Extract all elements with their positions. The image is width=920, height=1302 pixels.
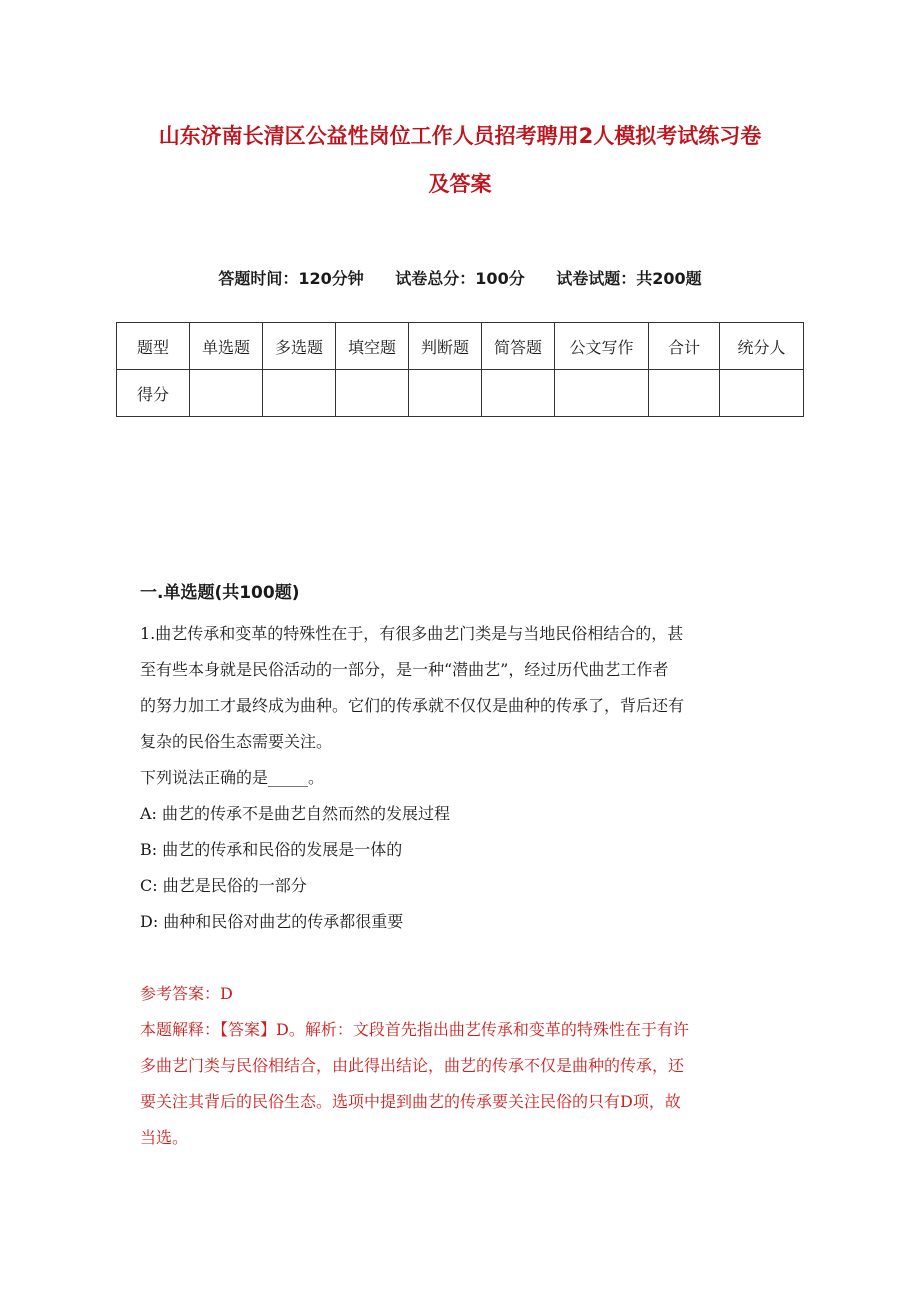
header-single-choice: 单选题: [190, 323, 263, 370]
score-cell-true-false: [409, 370, 482, 417]
header-grader: 统分人: [720, 323, 804, 370]
explanation-line: 多曲艺门类与民俗相结合，由此得出结论，曲艺的传承不仅是曲种的传承，还: [140, 1056, 685, 1075]
header-true-false: 判断题: [409, 323, 482, 370]
exam-meta: [0, 266, 920, 289]
explanation-line: 当选。: [140, 1128, 189, 1147]
score-cell-grader: [720, 370, 804, 417]
score-cell-fill-blank: [336, 370, 409, 417]
exam-time: 答题时间：120分钟: [218, 269, 364, 288]
header-multiple-choice: 多选题: [263, 323, 336, 370]
header-fill-blank: 填空题: [336, 323, 409, 370]
section-heading: 一.单选题(共100题): [140, 583, 300, 603]
option-c: C: 曲艺是民俗的一部分: [140, 876, 307, 895]
question-stem-line: 至有些本身就是民俗活动的一部分，是一种“潜曲艺”，经过历代曲艺工作者: [140, 660, 669, 679]
header-total: 合计: [649, 323, 720, 370]
question-stem-line: 复杂的民俗生态需要关注。: [140, 732, 333, 751]
question-1: [140, 616, 780, 940]
option-b: B: 曲艺的传承和民俗的发展是一体的: [140, 840, 403, 859]
score-cell-short-answer: [482, 370, 555, 417]
exam-total-score: 试卷总分：100分: [395, 269, 525, 288]
score-table: [116, 322, 804, 417]
score-row-label: 得分: [117, 370, 190, 417]
question-prompt: 下列说法正确的是_____。: [140, 768, 325, 787]
score-cell-multiple-choice: [263, 370, 336, 417]
exam-title-line-2: 及答案: [428, 172, 492, 196]
header-type: 题型: [117, 323, 190, 370]
question-stem-line: 的努力加工才最终成为曲种。它们的传承就不仅仅是曲种的传承了，背后还有: [140, 696, 685, 715]
header-document-writing: 公文写作: [555, 323, 649, 370]
option-a: A: 曲艺的传承不是曲艺自然而然的发展过程: [140, 804, 451, 823]
explanation-line: 本题解释：【答案】D。解析：文段首先指出曲艺传承和变革的特殊性在于有许: [140, 1020, 689, 1039]
exam-question-count: 试卷试题：共200题: [556, 269, 702, 288]
question-stem-line: 1.曲艺传承和变革的特殊性在于，有很多曲艺门类是与当地民俗相结合的，甚: [140, 624, 684, 643]
score-table-header-row: [117, 323, 804, 370]
reference-answer: 参考答案：D: [140, 984, 233, 1003]
header-short-answer: 简答题: [482, 323, 555, 370]
score-cell-single-choice: [190, 370, 263, 417]
answer-explanation: [140, 1012, 780, 1156]
exam-title-line-1: 山东济南长清区公益性岗位工作人员招考聘用2人模拟考试练习卷: [158, 124, 762, 148]
score-table-score-row: [117, 370, 804, 417]
score-cell-total: [649, 370, 720, 417]
option-d: D: 曲种和民俗对曲艺的传承都很重要: [140, 912, 404, 931]
score-cell-document-writing: [555, 370, 649, 417]
explanation-line: 要关注其背后的民俗生态。选项中提到曲艺的传承要关注民俗的只有D项，故: [140, 1092, 681, 1111]
